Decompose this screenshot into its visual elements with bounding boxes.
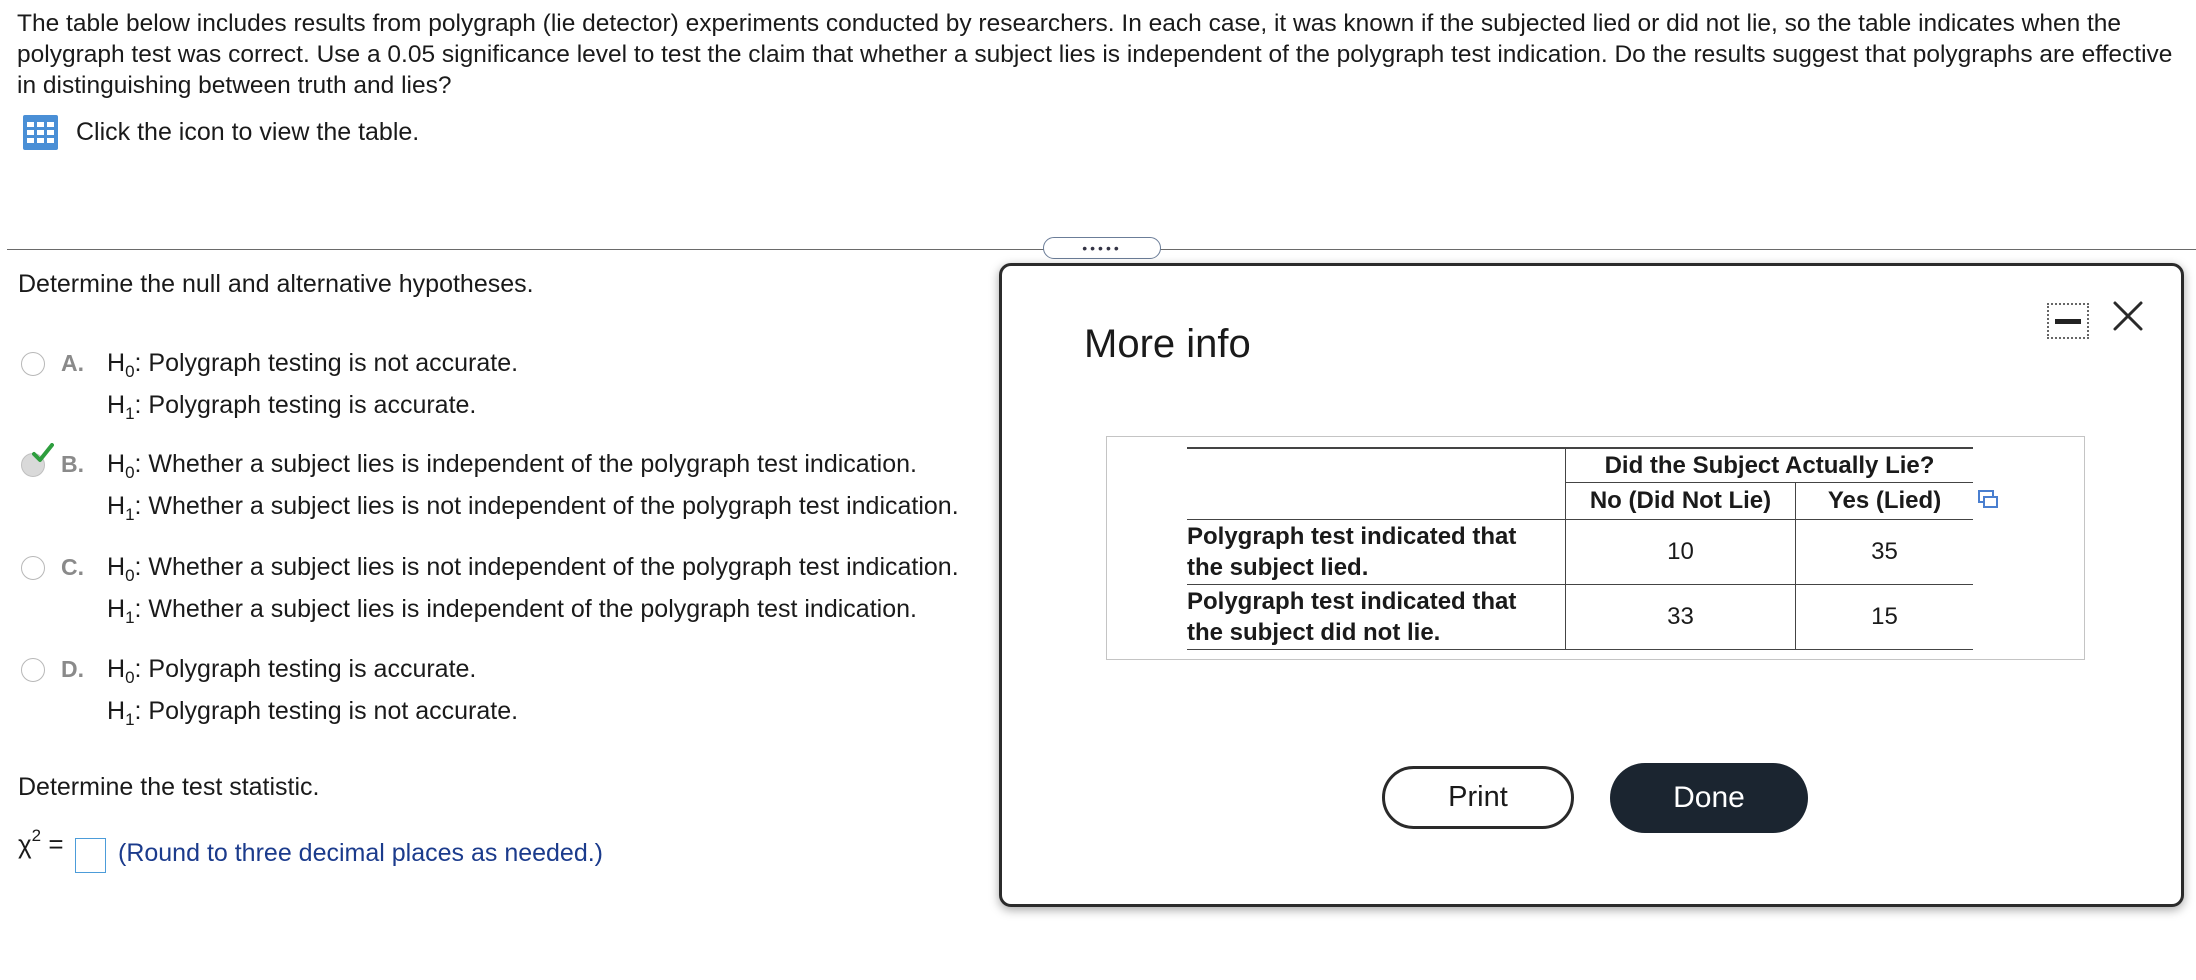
rounding-instruction: (Round to three decimal places as needed.) xyxy=(118,839,604,867)
option-d-h0: $H_0$: Polygraph testing is accurate. xyxy=(107,655,477,687)
print-button[interactable]: Print xyxy=(1382,766,1574,829)
col-header-yes: Yes (Lied) xyxy=(1796,483,1974,520)
table-row xyxy=(1187,585,1973,650)
option-b-h1: $H_1$: Whether a subject lies is not independent of the polygraph test indication. xyxy=(107,492,959,524)
close-icon xyxy=(2110,298,2146,334)
option-a-h0: $H_0$: Polygraph testing is not accurate. xyxy=(107,349,519,381)
checkmark-icon xyxy=(32,443,54,463)
col-header-no: No (Did Not Lie) xyxy=(1566,483,1796,520)
view-table-label[interactable]: Click the icon to view the table. xyxy=(76,117,420,146)
contingency-table-frame xyxy=(1106,436,2085,660)
close-button[interactable] xyxy=(2110,298,2146,334)
option-a-radio[interactable] xyxy=(21,352,45,376)
hypotheses-question: Determine the null and alternative hypotheses. xyxy=(18,270,534,298)
option-c-letter: C. xyxy=(61,554,84,580)
cell-lied-yes: 35 xyxy=(1796,520,1974,585)
option-d-letter: D. xyxy=(61,656,84,682)
row-label-did-not-lie: Polygraph test indicated that the subject did not lie. xyxy=(1187,585,1566,650)
done-button[interactable]: Done xyxy=(1610,763,1808,833)
table-row xyxy=(1187,520,1973,585)
cell-notlied-no: 33 xyxy=(1566,585,1796,650)
option-d-radio[interactable] xyxy=(21,658,45,682)
copy-table-icon[interactable] xyxy=(1977,489,1999,511)
cell-notlied-yes: 15 xyxy=(1796,585,1974,650)
option-c-h0: $H_0$: Whether a subject lies is not independent of the polygraph test indication. xyxy=(107,553,959,585)
table-grid-icon[interactable] xyxy=(22,114,59,151)
minimize-icon xyxy=(2055,319,2081,324)
option-a-letter: A. xyxy=(61,350,84,376)
group-header: Did the Subject Actually Lie? xyxy=(1566,448,1974,483)
option-c-radio[interactable] xyxy=(21,556,45,580)
test-statistic-question: Determine the test statistic. xyxy=(18,773,320,801)
view-table-link[interactable] xyxy=(22,114,419,150)
option-b-letter: B. xyxy=(61,451,84,477)
option-b-h0: $H_0$: Whether a subject lies is independent of the polygraph test indication. xyxy=(107,450,917,482)
more-info-dialog xyxy=(999,263,2184,907)
cell-lied-no: 10 xyxy=(1566,520,1796,585)
row-label-lied: Polygraph test indicated that the subject lied. xyxy=(1187,520,1566,585)
option-a-h1: $H_1$: Polygraph testing is accurate. xyxy=(107,391,477,423)
question-intro: The table below includes results from polygraph (lie detector) experiments conducted by researchers. In each case, it was known if the subjected lied or did not lie, so the table indicates when the polygraph test was correct. Use a 0.05 significance level to test the claim that whether a subject lies is independent of the polygraph test indication. Do the results suggest that polygraphs are effective in distinguishing between truth and lies? xyxy=(17,10,2173,99)
chi-square-answer-input[interactable] xyxy=(75,838,106,873)
contingency-table xyxy=(1187,447,1973,650)
dialog-title: More info xyxy=(1084,322,1251,366)
option-c-h1: $H_1$: Whether a subject lies is independent of the polygraph test indication. xyxy=(107,595,917,627)
minimize-button[interactable] xyxy=(2047,303,2089,339)
option-d-h1: $H_1$: Polygraph testing is not accurate. xyxy=(107,697,519,729)
panel-resize-handle[interactable]: ••••• xyxy=(1043,237,1161,259)
chi-square-label: $\chi^2$ = xyxy=(18,826,64,859)
